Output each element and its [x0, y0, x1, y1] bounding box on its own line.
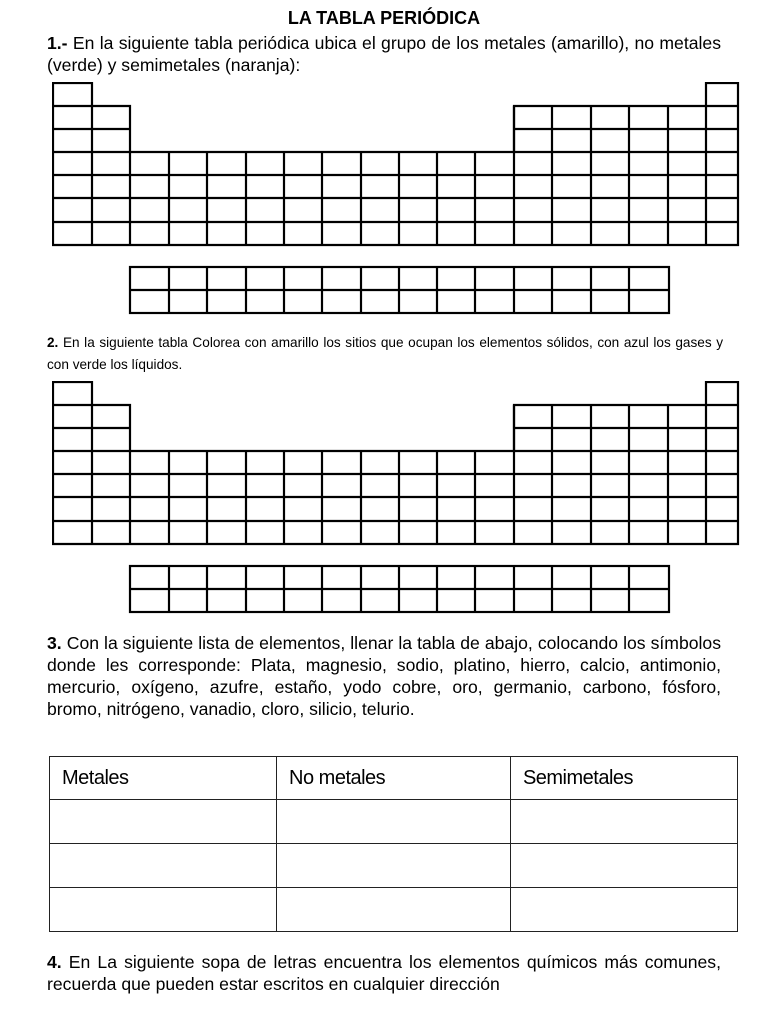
periodic-table-2[interactable]	[52, 381, 742, 617]
header-no-metales: No metales	[277, 757, 511, 800]
table-cell[interactable]	[277, 844, 511, 888]
table-cell[interactable]	[50, 888, 277, 932]
table-cell[interactable]	[50, 844, 277, 888]
table-cell[interactable]	[510, 800, 737, 844]
page-title: LA TABLA PERIÓDICA	[287, 8, 481, 28]
table-row	[50, 888, 738, 932]
question-2	[47, 332, 723, 376]
table-cell[interactable]	[50, 800, 277, 844]
question-1	[47, 32, 721, 76]
question-4	[47, 951, 721, 995]
periodic-table-1-grid[interactable]	[52, 82, 742, 318]
question-1-number: 1.-	[47, 33, 68, 53]
header-semimetales: Semimetales	[510, 757, 737, 800]
table-cell[interactable]	[277, 888, 511, 932]
periodic-table-1[interactable]	[52, 82, 742, 318]
question-3	[47, 632, 721, 720]
question-4-number: 4.	[47, 952, 62, 972]
table-cell[interactable]	[510, 844, 737, 888]
table-row	[50, 800, 738, 844]
question-3-number: 3.	[47, 633, 62, 653]
classification-table	[49, 756, 738, 932]
question-3-text: Con la siguiente lista de elementos, llenar la tabla de abajo, colocando los símbolos donde les corresponde: Plata, magnesio, sodio, platino, hierro, calcio, antimonio, mercurio, oxígeno, azufre, estaño, yodo cobre, oro, germanio, carbono, fósforo, bromo, nitrógeno, vanadio, cloro, silicio, telurio.	[47, 633, 722, 719]
periodic-table-2-grid[interactable]	[52, 381, 742, 617]
question-2-text: En la siguiente tabla Colorea con amarillo los sitios que ocupan los elementos sólidos, con azul los gases y con verde los líquidos.	[47, 335, 724, 372]
question-2-number: 2.	[47, 335, 59, 350]
table-header-row	[50, 757, 738, 800]
table-cell[interactable]	[510, 888, 737, 932]
header-metales: Metales	[50, 757, 277, 800]
table-cell[interactable]	[277, 800, 511, 844]
question-1-text: En la siguiente tabla periódica ubica el grupo de los metales (amarillo), no metales (verde) y semimetales (naranja):	[47, 33, 721, 75]
table-row	[50, 844, 738, 888]
question-4-text: En La siguiente sopa de letras encuentra los elementos químicos más comunes, recuerda que pueden estar escritos en cualquier dirección	[47, 952, 721, 994]
